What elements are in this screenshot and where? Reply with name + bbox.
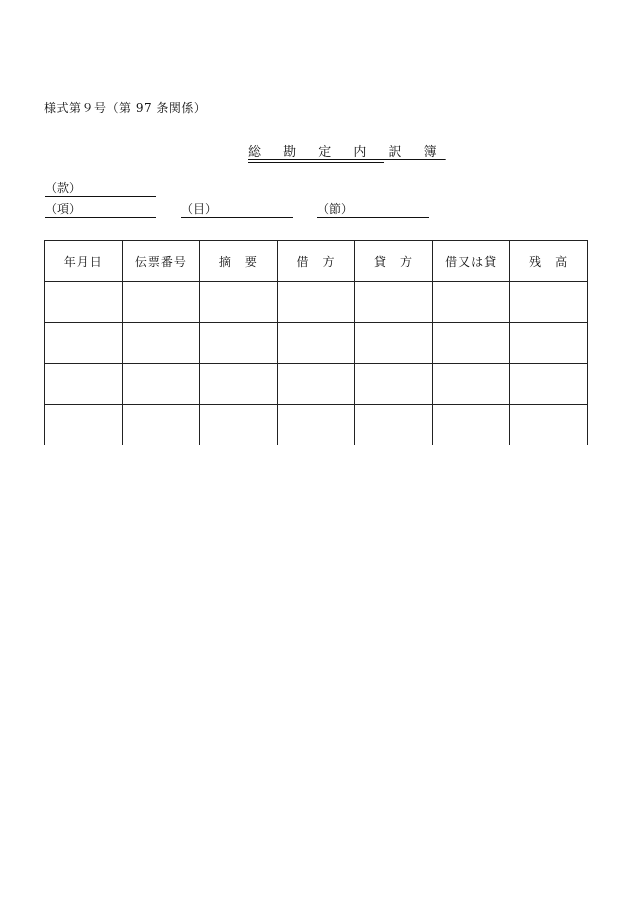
- form-number: 様式第９号（第 97 条関係）: [44, 101, 207, 115]
- table-cell[interactable]: [432, 323, 510, 364]
- table-cell[interactable]: [432, 405, 510, 446]
- table-cell[interactable]: [45, 364, 123, 405]
- header-description: 摘 要: [200, 241, 278, 282]
- table-cell[interactable]: [277, 282, 355, 323]
- table-cell[interactable]: [510, 323, 588, 364]
- field-moku-label: （目）: [181, 202, 218, 216]
- table-cell[interactable]: [355, 323, 433, 364]
- field-setsu-label: （節）: [317, 202, 354, 216]
- field-kan[interactable]: [45, 180, 156, 197]
- table-cell[interactable]: [432, 364, 510, 405]
- table-cell[interactable]: [200, 323, 278, 364]
- header-voucher-number: 伝票番号: [122, 241, 200, 282]
- table-cell[interactable]: [200, 405, 278, 446]
- ledger-table: [44, 240, 588, 445]
- table-cell[interactable]: [510, 405, 588, 446]
- table-cell[interactable]: [355, 364, 433, 405]
- table-cell[interactable]: [45, 323, 123, 364]
- table-cell[interactable]: [45, 282, 123, 323]
- table-cell[interactable]: [277, 405, 355, 446]
- table-cell[interactable]: [355, 405, 433, 446]
- header-debit: 借 方: [277, 241, 355, 282]
- table-cell[interactable]: [510, 282, 588, 323]
- field-kou-label: （項）: [45, 202, 82, 216]
- field-setsu[interactable]: [317, 201, 429, 218]
- field-moku[interactable]: [181, 201, 293, 218]
- field-kan-label: （款）: [45, 181, 82, 195]
- table-cell[interactable]: [200, 282, 278, 323]
- table-cell[interactable]: [277, 364, 355, 405]
- table-header-row: [45, 241, 588, 282]
- header-credit: 貸 方: [355, 241, 433, 282]
- header-date: 年月日: [45, 241, 123, 282]
- table-cell[interactable]: [122, 405, 200, 446]
- table-cell[interactable]: [200, 364, 278, 405]
- table-cell[interactable]: [432, 282, 510, 323]
- header-balance: 残 高: [510, 241, 588, 282]
- table-cell[interactable]: [122, 364, 200, 405]
- table-row: [45, 282, 588, 323]
- table-cell[interactable]: [122, 323, 200, 364]
- table-cell[interactable]: [355, 282, 433, 323]
- table-cell[interactable]: [510, 364, 588, 405]
- header-debit-or-credit: 借又は貸: [432, 241, 510, 282]
- table-cell[interactable]: [277, 323, 355, 364]
- field-kou[interactable]: [45, 201, 156, 218]
- table-row: [45, 323, 588, 364]
- page-title: 総 勘 定 内 訳 簿: [248, 141, 384, 163]
- table-cell[interactable]: [122, 282, 200, 323]
- table-row: [45, 364, 588, 405]
- table-cell[interactable]: [45, 405, 123, 446]
- table-row: [45, 405, 588, 446]
